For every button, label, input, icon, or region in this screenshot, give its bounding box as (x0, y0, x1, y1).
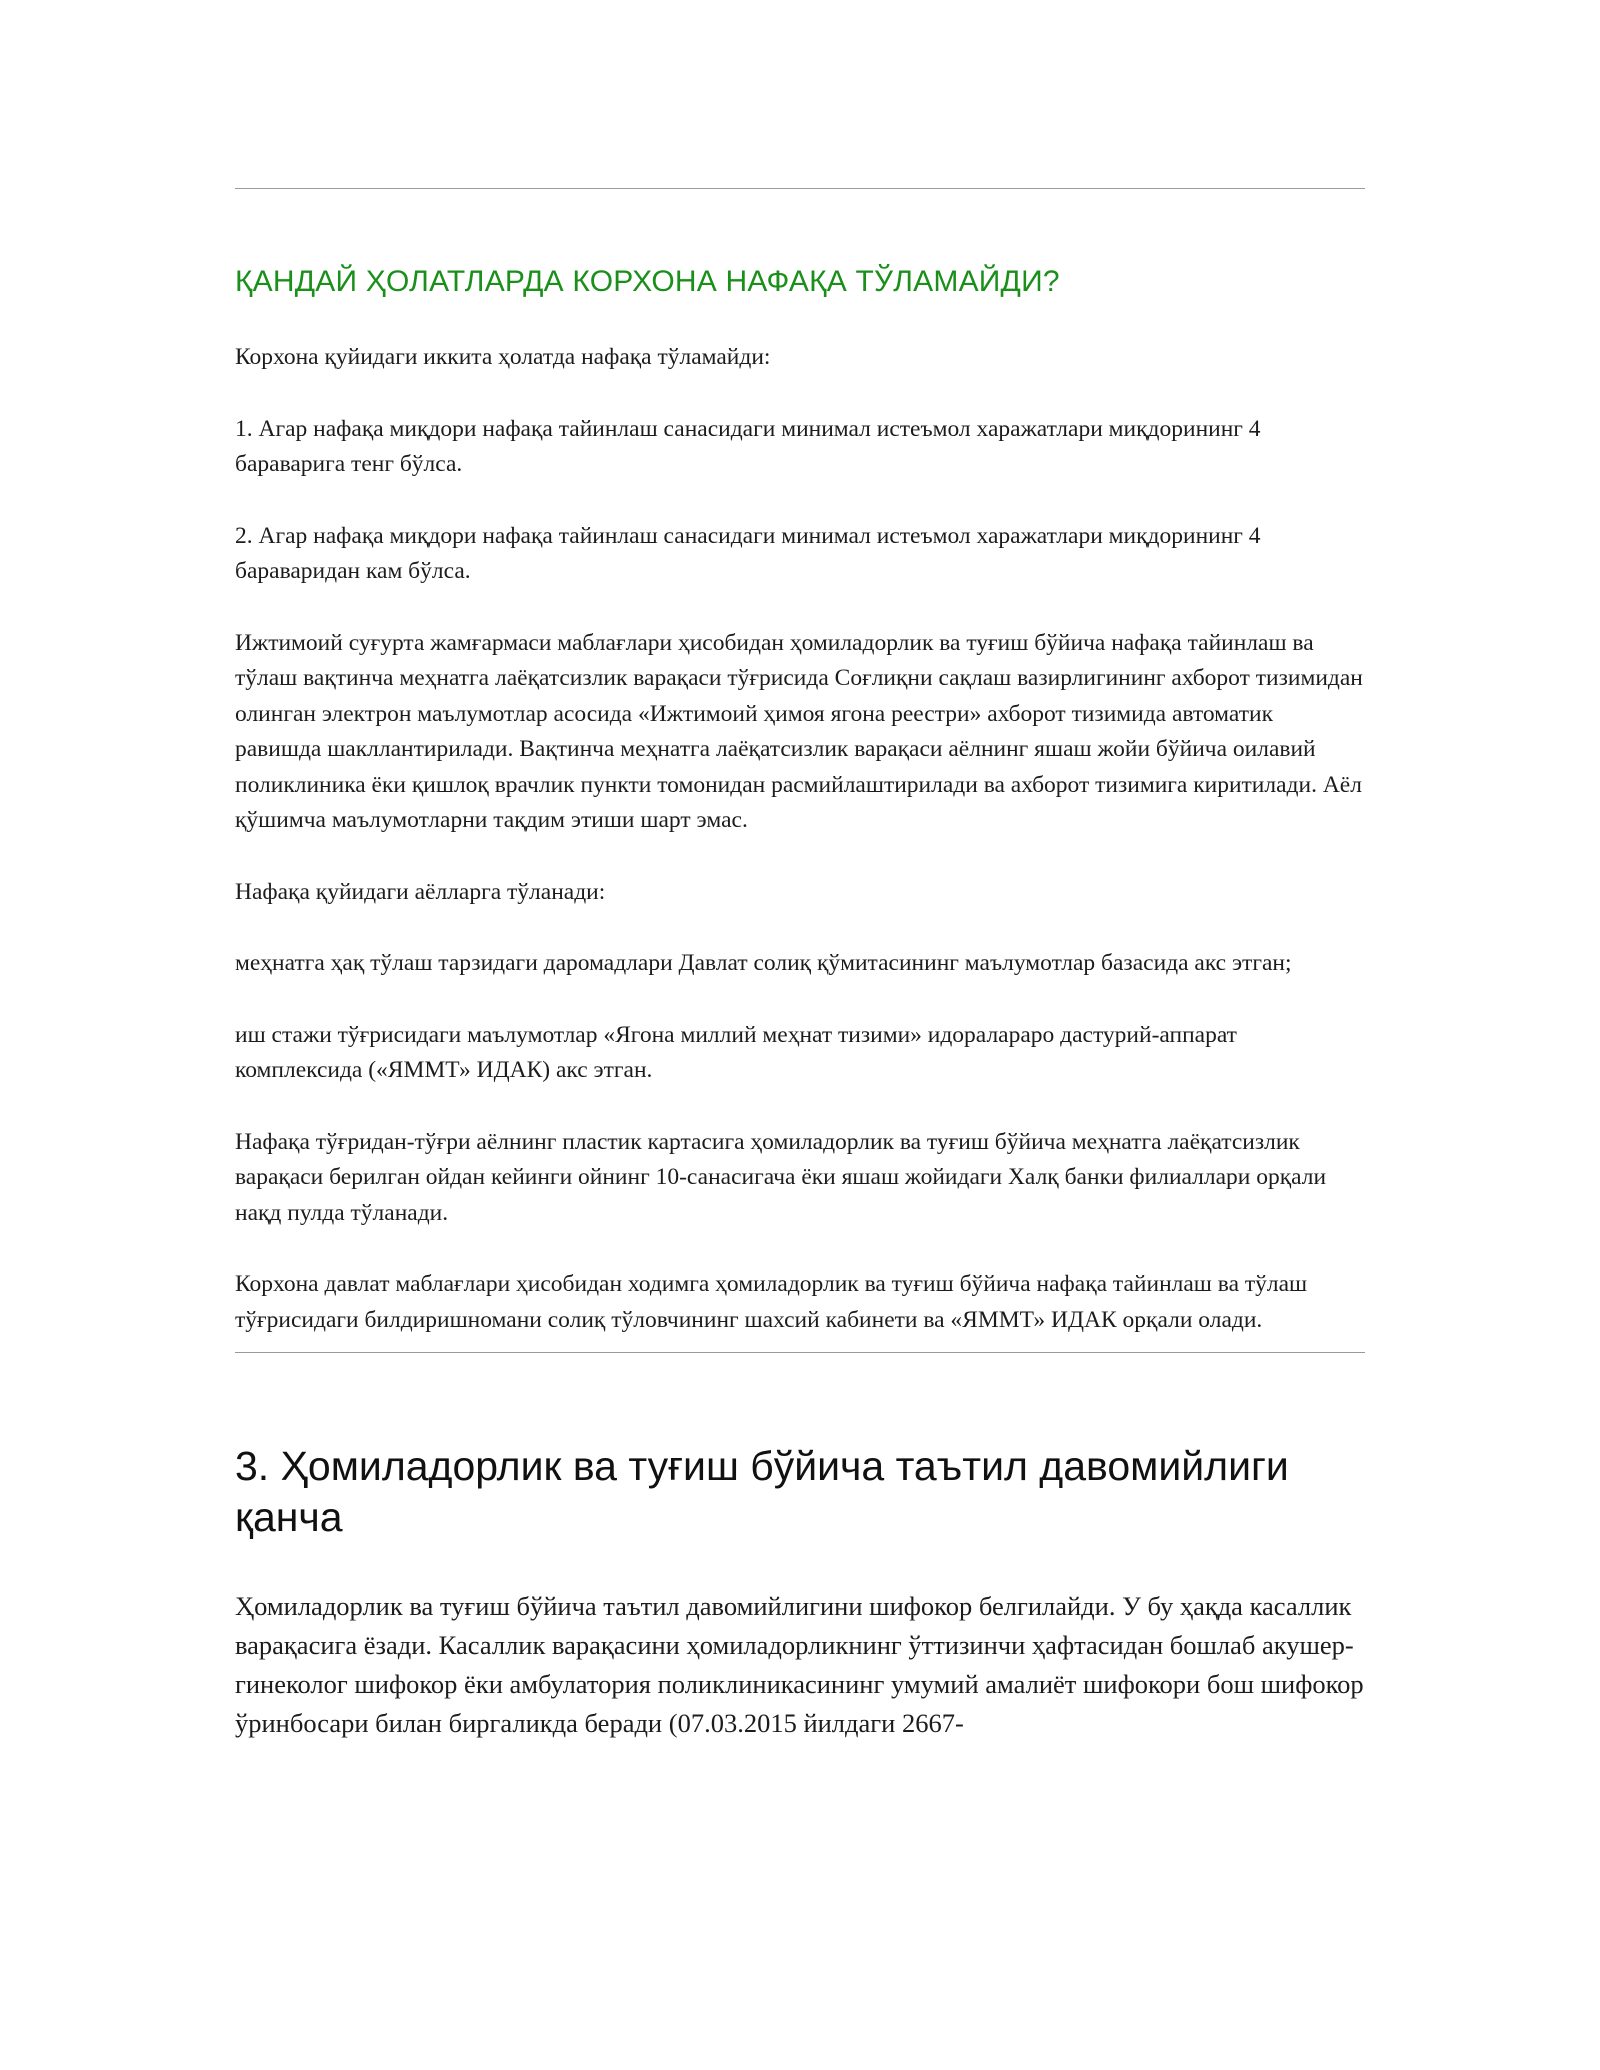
section-body (235, 1587, 1365, 1743)
document-page (235, 0, 1365, 1743)
info-box-paragraph: Нафақа тўғридан-тўғри аёлнинг пластик картасига ҳомиладорлик ва туғиш бўйича меҳнатга лаёқатсизлик варақаси берилган ойдан кейинги ойнинг 10-санасигача ёки яшаш жойидаги Халқ банки филиаллари орқали нақд пулда тўланади. (235, 1128, 1327, 1226)
info-box-title: ҚАНДАЙ ҲОЛАТЛАРДА КОРХОНА НАФАҚА ТЎЛАМАЙДИ? (235, 265, 1060, 298)
info-box-body (235, 340, 1365, 1338)
info-box-paragraph: Нафақа қуйидаги аёлларга тўланади: (235, 878, 606, 905)
info-box-paragraph: 1. Агар нафақа миқдори нафақа тайинлаш санасидаги минимал истеъмол харажатлари миқдорининг 4 бараварига тенг бўлса. (235, 415, 1261, 477)
info-box-top-divider (235, 188, 1365, 189)
info-box-paragraph: Корхона давлат маблағлари ҳисобидан ходимга ҳомиладорлик ва туғиш бўйича нафақа тайинлаш ва тўлаш тўғрисидаги билдиришномани солиқ тўловчининг шахсий кабинети ва «ЯММТ» ИДАК орқали олади. (235, 1271, 1308, 1333)
section-heading: 3. Ҳомиладорлик ва туғиш бўйича таътил давомийлиги қанча (235, 1443, 1289, 1540)
info-box-paragraph: Корхона қуйидаги иккита ҳолатда нафақа тўламайди: (235, 344, 771, 370)
section-paragraph: Ҳомиладорлик ва туғиш бўйича таътил давомийлигини шифокор белгилайди. У бу ҳақда касаллик варақасига ёзади. Касаллик варақасини ҳомиладорликнинг ўттизинчи ҳафтасидан бошлаб акушер-гинеколог шифокор ёки амбулатория поликлиникасининг умумий амалиёт шифокори бош шифокор ўринбосари билан биргаликда беради (07.03.2015 йилдаги 2667- (235, 1591, 1364, 1738)
info-box-bottom-divider (235, 1352, 1365, 1353)
info-box-paragraph: иш стажи тўғрисидаги маълумотлар «Ягона миллий меҳнат тизими» идоралараро дастурий-аппарат комплексида («ЯММТ» ИДАК) акс этган. (235, 1021, 1237, 1083)
info-box-paragraph: 2. Агар нафақа миқдори нафақа тайинлаш санасидаги минимал истеъмол харажатлари миқдорининг 4 бараваридан кам бўлса. (235, 522, 1261, 584)
info-box-paragraph: меҳнатга ҳақ тўлаш тарзидаги даромадлари Давлат солиқ қўмитасининг маълумотлар базасида акс этган; (235, 950, 1292, 976)
info-box-paragraph: Ижтимоий суғурта жамғармаси маблағлари ҳисобидан ҳомиладорлик ва туғиш бўйича нафақа тайинлаш ва тўлаш вақтинча меҳнатга лаёқатсизлик варақаси тўғрисида Соғлиқни сақлаш вазирлигининг ахборот тизимидан олинган электрон маълумотлар асосида «Ижтимоий ҳимоя ягона реестри» ахборот тизимида автоматик равишда шакллантирилади. Вақтинча меҳнатга лаёқатсизлик варақаси аёлнинг яшаш жойи бўйича оилавий поликлиника ёки қишлоқ врачлик пункти томонидан расмийлаштирилади ва ахборот тизимига киритилади. Аёл қўшимча маълумотларни тақдим этиши шарт эмас. (235, 629, 1363, 833)
